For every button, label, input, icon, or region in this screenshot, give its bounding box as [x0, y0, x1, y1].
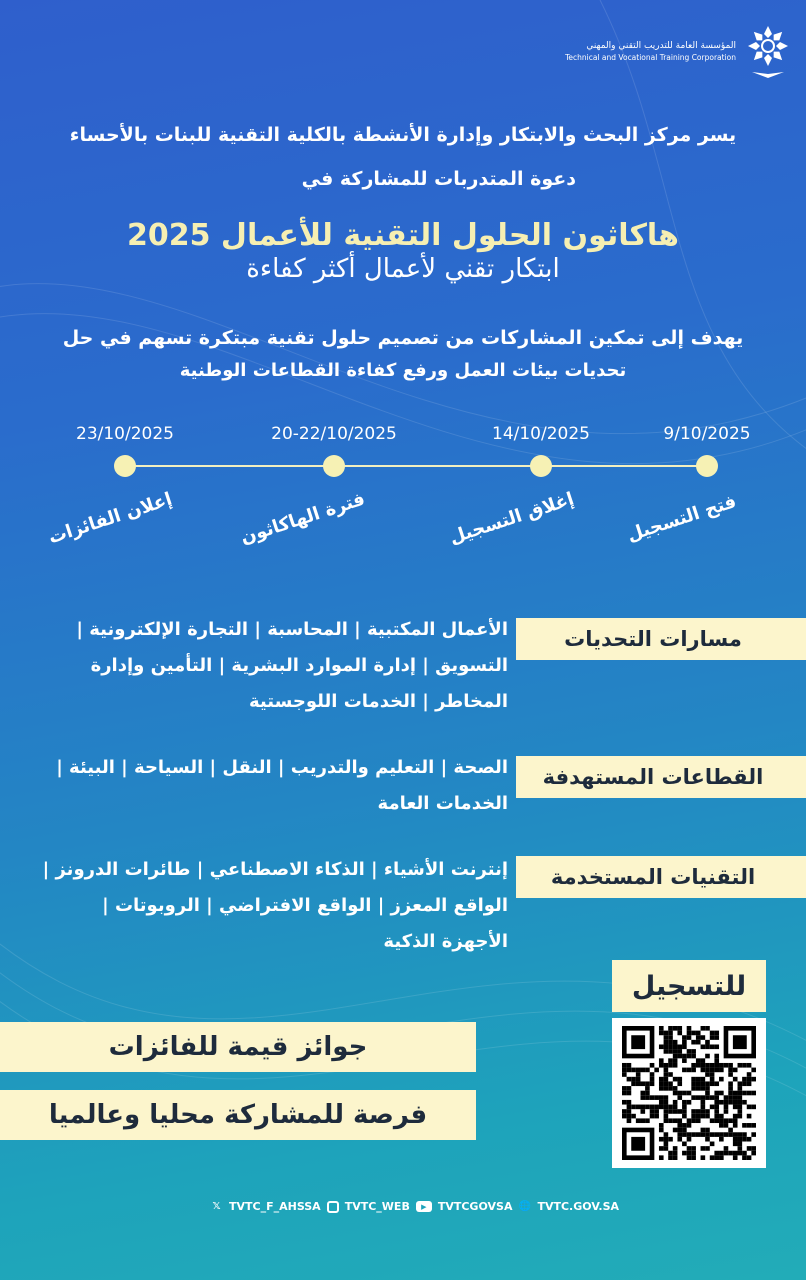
text-line: الأعمال المكتبية | المحاسبة | التجارة الإلكترونية |	[76, 619, 508, 640]
instagram-handle[interactable]: TVTC_WEB	[344, 1200, 410, 1213]
section-label-technologies: التقنيات المستخدمة	[516, 856, 806, 898]
prize-banner: جوائز قيمة للفائزات	[0, 1022, 476, 1072]
logo-arabic: المؤسسة العامة للتدريب التقني والمهني	[586, 41, 736, 51]
milestone-label: فترة الهاكاثون	[237, 488, 368, 549]
timeline-date: 9/10/2025	[663, 424, 751, 444]
logo-english: Technical and Vocational Training Corporation	[565, 53, 736, 62]
registration-qr-code[interactable]	[612, 1018, 766, 1168]
milestone-label: فتح التسجيل	[624, 490, 739, 547]
tvtc-logo	[565, 24, 792, 80]
timeline-date: 20-22/10/2025	[271, 424, 397, 444]
milestone-label: إغلاق التسجيل	[446, 488, 577, 549]
text-line: التسويق | إدارة الموارد البشرية | التأمين وإدارة	[90, 655, 508, 676]
text-line: الخدمات العامة	[377, 793, 508, 814]
instagram-icon	[327, 1201, 339, 1213]
intro-line-2: دعوة المتدربات للمشاركة في	[301, 168, 576, 190]
x-icon: 𝕏	[212, 1201, 221, 1212]
section-label-tracks: مسارات التحديات	[516, 618, 806, 660]
section-text-tracks	[38, 612, 508, 720]
social-footer	[210, 1200, 619, 1213]
timeline-date: 23/10/2025	[76, 424, 174, 444]
opportunity-banner: فرصة للمشاركة محليا وعالميا	[0, 1090, 476, 1140]
goal-line-1: يهدف إلى تمكين المشاركات من تصميم حلول تقنية مبتكرة تسهم في حل	[62, 327, 744, 349]
globe-icon: 🌐	[518, 1201, 532, 1212]
subtitle: ابتكار تقني لأعمال أكثر كفاءة	[246, 254, 560, 284]
section-text-technologies	[38, 852, 508, 960]
section-label-sectors: القطاعات المستهدفة	[516, 756, 806, 798]
website-link[interactable]: TVTC.GOV.SA	[537, 1200, 620, 1213]
timeline-dot	[696, 455, 718, 477]
goal-line-2: تحديات بيئات العمل ورفع كفاءة القطاعات الوطنية	[179, 360, 627, 381]
section-text-sectors	[38, 750, 508, 822]
tvtc-emblem-icon	[744, 24, 792, 80]
text-line: الأجهزة الذكية	[383, 931, 508, 952]
text-line: إنترنت الأشياء | الذكاء الاصطناعي | طائرات الدرونز |	[42, 859, 508, 880]
text-line: المخاطر | الخدمات اللوجستية	[248, 691, 508, 712]
timeline-date: 14/10/2025	[492, 424, 590, 444]
milestone-label: إعلان الفائزات	[45, 488, 175, 549]
intro-line-1: يسر مركز البحث والابتكار وإدارة الأنشطة بالكلية التقنية للبنات بالأحساء	[69, 124, 737, 146]
timeline-dot	[530, 455, 552, 477]
text-line: الواقع المعزز | الواقع الافتراضي | الروبوتات |	[102, 895, 508, 916]
register-label: للتسجيل	[612, 960, 766, 1012]
x-handle[interactable]: TVTC_F_AHSSA	[229, 1200, 321, 1213]
youtube-handle[interactable]: TVTCGOVSA	[437, 1200, 513, 1213]
timeline-dot	[114, 455, 136, 477]
qr-code-icon	[620, 1026, 758, 1160]
timeline-dot	[323, 455, 345, 477]
youtube-icon: ▶	[416, 1201, 432, 1212]
timeline-line	[125, 465, 707, 467]
page-title: هاكاثون الحلول التقنية للأعمال 2025	[126, 218, 679, 253]
text-line: الصحة | التعليم والتدريب | النقل | السياحة | البيئة |	[56, 757, 508, 778]
